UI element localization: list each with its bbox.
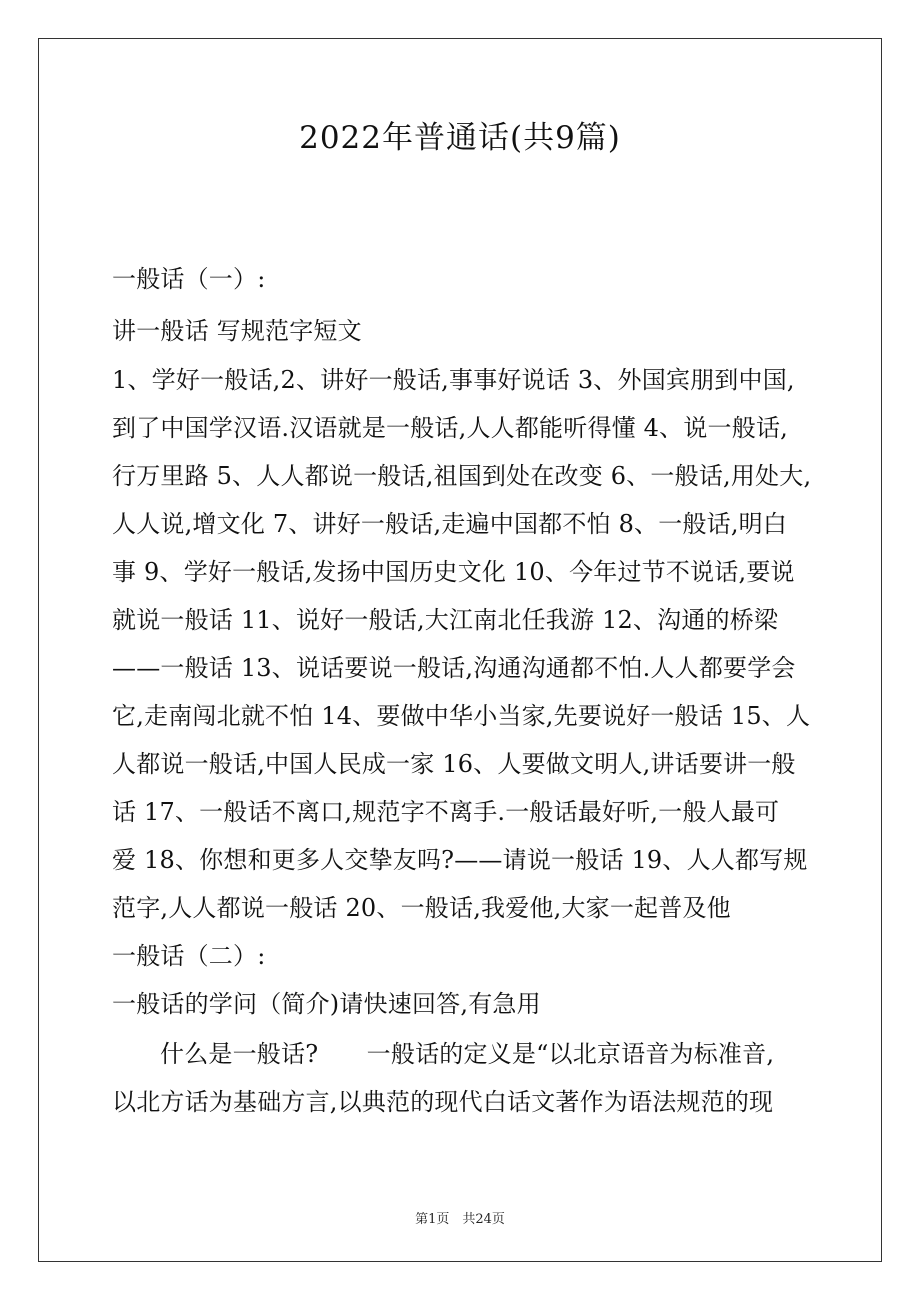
subheading: 一般话的学问（简介)请快速回答,有急用 [112, 990, 541, 1018]
body-line: 人人说,增文化 7、讲好一般话,走遍中国都不怕 8、一般话,明白 [112, 510, 788, 538]
body-line: 它,走南闯北就不怕 14、要做中华小当家,先要说好一般话 15、人 [112, 702, 811, 730]
subheading: 讲一般话 写规范字短文 [112, 317, 362, 345]
body-line: 话 17、一般话不离口,规范字不离手.一般话最好听,一般人最可 [112, 798, 780, 826]
body-line: 以北方话为基础方言,以典范的现代白话文著作为语法规范的现 [112, 1088, 774, 1116]
body-line: ——一般话 13、说话要说一般话,沟通沟通都不怕.人人都要学会 [112, 654, 796, 682]
body-line: 爱 18、你想和更多人交挚友吗?——请说一般话 19、人人都写规 [112, 846, 808, 874]
body-line: 范字,人人都说一般话 20、一般话,我爱他,大家一起普及他 [112, 894, 731, 922]
body-line: 到了中国学汉语.汉语就是一般话,人人都能听得懂 4、说一般话, [112, 414, 788, 442]
section-heading-2: 一般话（二）: [112, 942, 266, 970]
body-line: 什么是一般话? 一般话的定义是“以北京语音为标准音, [160, 1040, 775, 1068]
body-line: 就说一般话 11、说好一般话,大江南北任我游 12、沟通的桥梁 [112, 606, 779, 634]
body-line: 人都说一般话,中国人民成一家 16、人要做文明人,讲话要讲一般 [112, 750, 796, 778]
page-border [38, 38, 882, 1262]
body-line: 行万里路 5、人人都说一般话,祖国到处在改变 6、一般话,用处大, [112, 462, 812, 490]
section-heading-1: 一般话（一）: [112, 265, 266, 293]
body-line: 1、学好一般话,2、讲好一般话,事事好说话 3、外国宾朋到中国, [112, 366, 795, 394]
body-line: 事 9、学好一般话,发扬中国历史文化 10、今年过节不说话,要说 [112, 558, 795, 586]
document-title: 2022年普通话(共9篇) [299, 120, 621, 156]
page-number: 第1页 共24页 [415, 1212, 505, 1227]
